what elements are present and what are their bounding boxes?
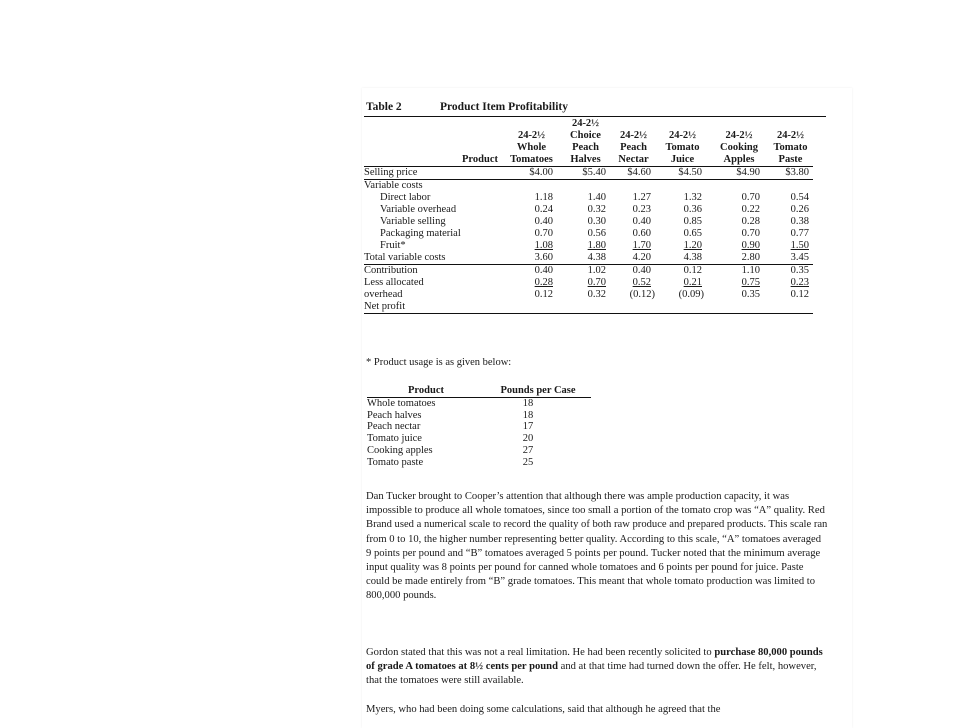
- table-title: Product Item Profitability: [440, 101, 568, 113]
- table-row: Net profit: [364, 301, 813, 314]
- table-top-rule: [364, 116, 826, 117]
- table-footnote: * Product usage is as given below:: [366, 357, 512, 368]
- usage-table: [367, 384, 591, 468]
- table-row: Less allocated 0.28 0.70 0.52 0.21 0.75 0.23: [364, 277, 809, 288]
- profitability-table: [364, 118, 813, 314]
- table-row: Tomato juice 20: [367, 433, 534, 445]
- table-number: Table 2: [366, 101, 402, 113]
- table-row: Packaging material 0.70 0.56 0.60 0.65 0.70 0.77: [380, 228, 809, 239]
- usage-product-header: Product: [408, 384, 444, 396]
- paragraph-myers: Myers, who had been doing some calculations, said that although he agreed that the: [366, 704, 721, 715]
- table-row: Variable overhead 0.24 0.32 0.23 0.36 0.22 0.26: [380, 204, 809, 215]
- paragraph-gordon: Gordon stated that this was not a real limitation. He had been recently solicited to purchase 80,000 pounds of grade A tomatoes at 8½ cents per pound and at that time had turned down the offer. He felt, however, that the tomatoes were still available.: [366, 647, 823, 687]
- table-row: Total variable costs 3.60 4.38 4.20 4.38 2.80 3.45: [364, 252, 813, 265]
- table-row: Direct labor 1.18 1.40 1.27 1.32 0.70 0.54: [380, 192, 809, 203]
- table-heading: [366, 101, 568, 113]
- header-row-1: [364, 118, 813, 130]
- col-2-line-1: 24-2½: [571, 118, 600, 129]
- paragraph-tucker: Dan Tucker brought to Cooper’s attention that although there was ample production capacity, it was impossible to produce all whole tomatoes, since too small a portion of the tomato crop was “A” quality. Red Brand used a numerical scale to record the quality of both raw produce and prepared products. This scale ran from 0 to 10, the higher number representing better quality. According to this scale, “A” tomatoes averaged 9 points per pound and “B” tomatoes averaged 5 points per pound. Tucker noted that the minimum average input quality was 8 points per pound for canned whole tomatoes and 6 points per pound for juice. Paste could be made entirely from “B” grade tomatoes. This meant that whole tomato production was limited to 800,000 pounds.: [366, 491, 828, 602]
- table-row: Tomato paste 25: [367, 456, 534, 468]
- table-row: Whole tomatoes 18: [367, 398, 534, 409]
- table-row: Fruit* 1.08 1.80 1.70 1.20 0.90 1.50: [380, 240, 809, 251]
- table-row: Variable costs: [364, 180, 423, 191]
- table-row: Contribution 0.40 1.02 0.40 0.12 1.10 0.35: [364, 265, 809, 276]
- table-row: Selling price $4.00 $5.40 $4.60 $4.50 $4.90 $3.80: [364, 167, 813, 180]
- table-row: overhead 0.12 0.32 (0.12) (0.09) 0.35 0.12: [364, 289, 809, 300]
- header-row-4: Product Tomatoes Halves Nectar Juice Apples Paste: [364, 154, 813, 167]
- header-row-2: 24-2½ Choice 24-2½ 24-2½ 24-2½ 24-2½: [517, 130, 805, 141]
- table-row: Cooking apples 27: [367, 444, 534, 456]
- table-row: Peach halves 18: [367, 409, 534, 421]
- table-row: Variable selling 0.40 0.30 0.40 0.85 0.28 0.38: [380, 216, 809, 227]
- product-column-header: Product: [462, 154, 498, 165]
- header-row-3: Whole Peach Peach Tomato Cooking Tomato: [516, 142, 808, 153]
- emphasis-offer: purchase 80,000 pounds of grade A tomatoes at 8½ cents per pound: [366, 647, 823, 673]
- usage-pounds-header: Pounds per Case: [500, 384, 576, 396]
- table-row: Peach nectar 17: [367, 421, 534, 433]
